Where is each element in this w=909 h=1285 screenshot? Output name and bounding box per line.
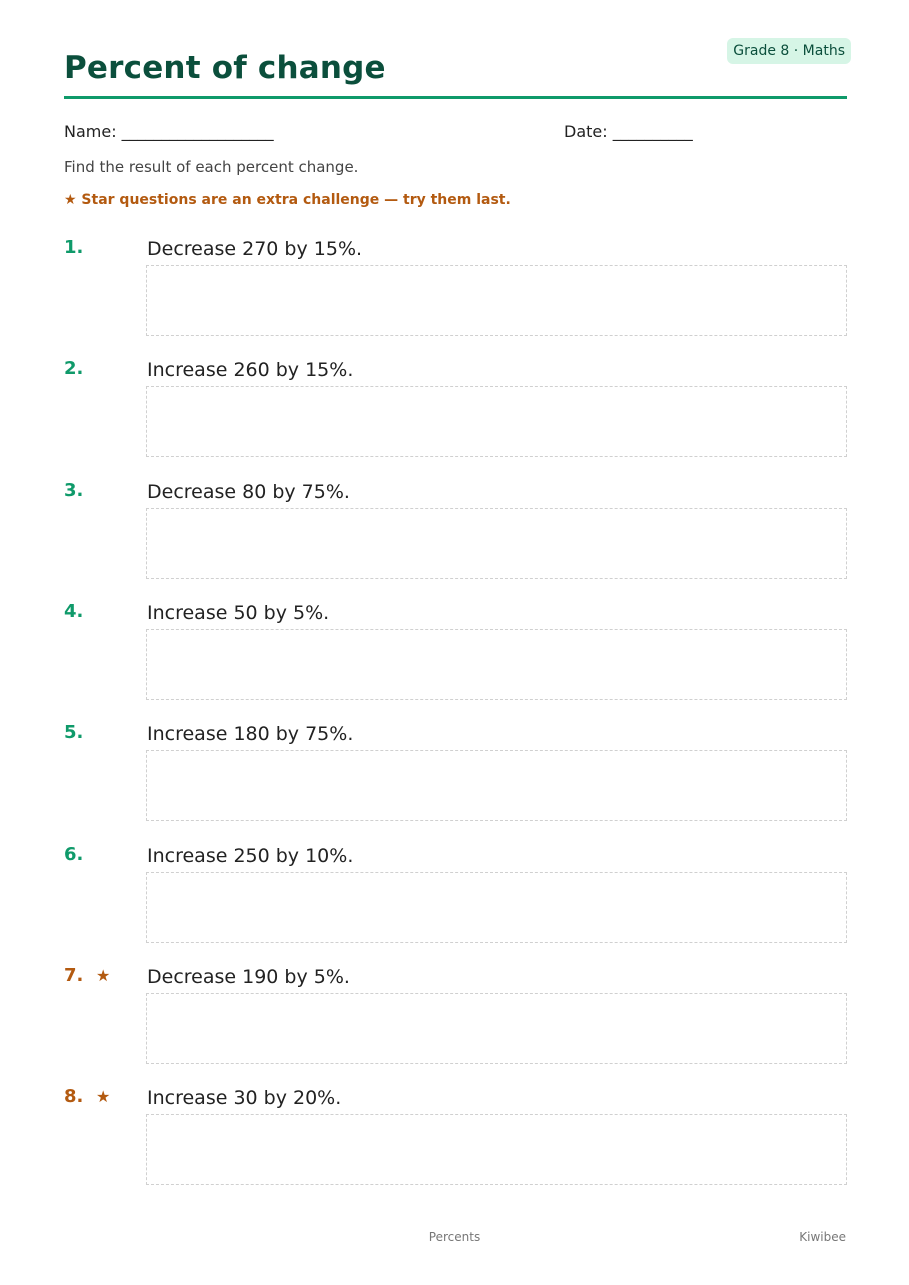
answer-box[interactable] [146,1114,847,1185]
question-text: Increase 260 by 15%. [147,359,354,381]
question-number: 6. [64,844,84,865]
question-number: 8. [64,1086,84,1107]
question-text: Increase 50 by 5%. [147,602,330,624]
question-text: Decrease 80 by 75%. [147,481,350,503]
answer-box[interactable] [146,750,847,821]
question-number: 7. [64,965,84,986]
question-number: 3. [64,480,84,501]
challenge-note: ★ Star questions are an extra challenge — try them last. [64,192,511,208]
answer-box[interactable] [146,993,847,1064]
grade-badge: Grade 8 · Maths [727,38,851,64]
title-divider [64,96,847,99]
question-text: Increase 180 by 75%. [147,723,354,745]
question-7 [64,965,847,1075]
name-field: Name: ___________________ [64,122,274,141]
question-number: 1. [64,237,84,258]
question-text: Increase 250 by 10%. [147,845,354,867]
footer-topic: Percents [428,1230,481,1244]
question-6 [64,844,847,954]
question-number: 4. [64,601,84,622]
answer-box[interactable] [146,386,847,457]
answer-box[interactable] [146,265,847,336]
question-text: Increase 30 by 20%. [147,1087,342,1109]
page-title: Percent of change [64,50,386,86]
question-text: Decrease 190 by 5%. [147,966,350,988]
question-8 [64,1086,847,1196]
answer-box[interactable] [146,629,847,700]
question-number: 5. [64,722,84,743]
star-icon: ★ [96,966,111,985]
footer-brand: Kiwibee [799,1230,846,1244]
question-text: Decrease 270 by 15%. [147,238,363,260]
question-4 [64,601,847,711]
answer-box[interactable] [146,508,847,579]
answer-box[interactable] [146,872,847,943]
question-1 [64,237,847,347]
question-2 [64,358,847,468]
star-icon: ★ [96,1087,111,1106]
question-3 [64,480,847,590]
question-5 [64,722,847,832]
question-number: 2. [64,358,84,379]
instructions-text: Find the result of each percent change. [64,158,359,176]
date-field: Date: __________ [564,122,693,141]
